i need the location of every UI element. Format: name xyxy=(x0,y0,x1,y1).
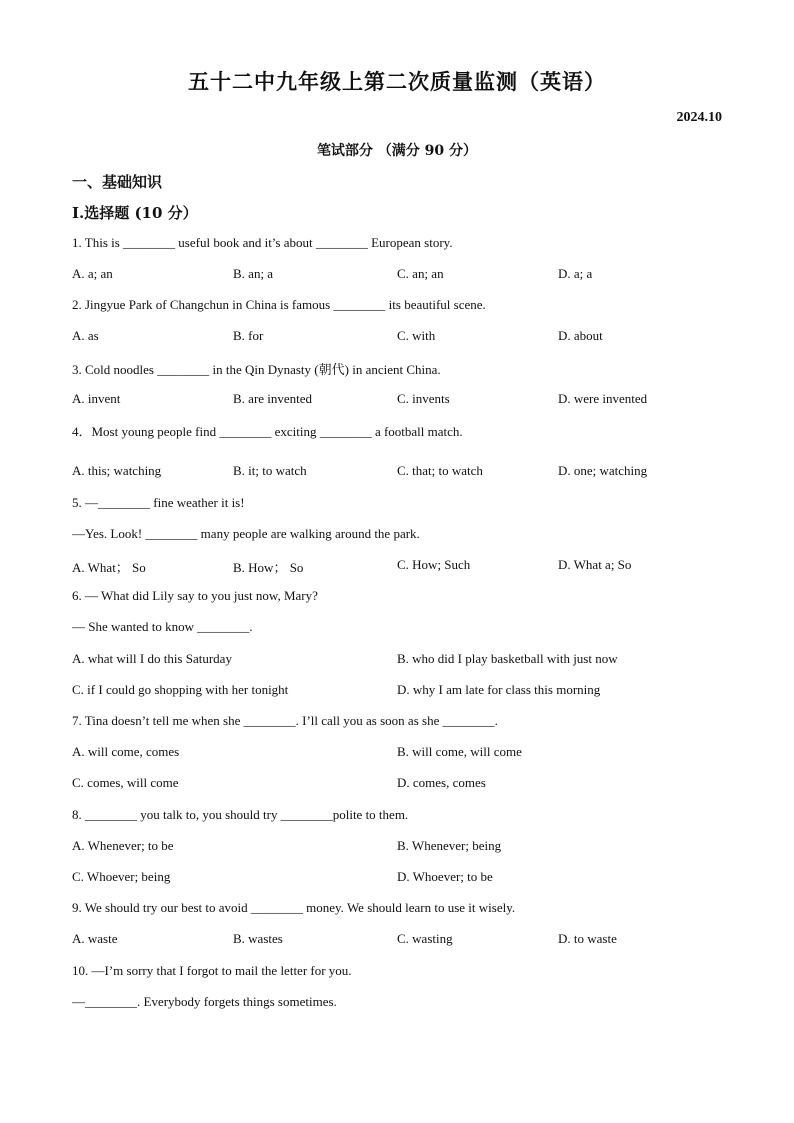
question-stem: 5. —________ fine weather it is! xyxy=(72,495,245,510)
option-b: B. wastes xyxy=(233,931,283,946)
option-d: D. a; a xyxy=(558,266,593,281)
subsection-heading: I.选择题 (10 分） xyxy=(72,204,198,222)
option-b: B. it; to watch xyxy=(233,463,307,478)
option-d: D. one; watching xyxy=(558,463,648,478)
section-heading: 一、基础知识 xyxy=(72,173,163,191)
option-b: B. who did I play basketball with just now xyxy=(397,651,618,666)
option-b: B. will come, will come xyxy=(397,744,522,759)
option-b: B. an; a xyxy=(233,266,274,281)
option-c: C. an; an xyxy=(397,266,444,281)
option-c: C. with xyxy=(397,328,436,343)
question-stem-reply: —Yes. Look! ________ many people are walking around the park. xyxy=(72,526,420,541)
question-stem: 1. This is ________ useful book and it’s about ________ European story. xyxy=(72,235,453,250)
option-d: D. Whoever; to be xyxy=(397,869,493,884)
option-b: B. for xyxy=(233,328,264,343)
option-a: A. Whenever; to be xyxy=(72,838,174,853)
question-stem: 3. Cold noodles ________ in the Qin Dynasty (朝代) in ancient China. xyxy=(72,362,441,377)
option-c: C. How; Such xyxy=(397,557,471,572)
question-stem: 10. —I’m sorry that I forgot to mail the letter for you. xyxy=(72,963,352,978)
question-stem-reply: —________. Everybody forgets things sometimes. xyxy=(72,994,337,1009)
question-stem-reply: — She wanted to know ________. xyxy=(72,619,253,634)
option-d: D. comes, comes xyxy=(397,775,486,790)
option-a: A. will come, comes xyxy=(72,744,180,759)
question-stem: 8. ________ you talk to, you should try ________polite to them. xyxy=(72,807,409,822)
option-b: B. Whenever; being xyxy=(397,838,502,853)
option-b: B. How； So xyxy=(233,560,304,575)
option-a: A. what will I do this Saturday xyxy=(72,651,232,666)
exam-date: 2024.10 xyxy=(676,110,722,125)
exam-title: 五十二中九年级上第二次质量监测（英语） xyxy=(188,69,606,94)
exam-subtitle: 笔试部分 （满分 90 分） xyxy=(316,143,478,159)
option-c: C. that; to watch xyxy=(397,463,483,478)
option-c: C. comes, will come xyxy=(72,775,179,790)
option-c: C. if I could go shopping with her tonight xyxy=(72,682,289,697)
option-a: A. as xyxy=(72,328,99,343)
option-a: A. invent xyxy=(72,391,121,406)
question-stem: 7. Tina doesn’t tell me when she ________. I’ll call you as soon as she ________. xyxy=(72,713,498,728)
option-c: C. wasting xyxy=(397,931,453,946)
option-a: A. What； So xyxy=(72,560,146,575)
question-stem: 2. Jingyue Park of Changchun in China is famous ________ its beautiful scene. xyxy=(72,297,486,312)
option-d: D. What a; So xyxy=(558,557,632,572)
option-b: B. are invented xyxy=(233,391,313,406)
option-a: A. this; watching xyxy=(72,463,162,478)
option-c: C. invents xyxy=(397,391,450,406)
option-d: D. why I am late for class this morning xyxy=(397,682,601,697)
option-c: C. Whoever; being xyxy=(72,869,171,884)
question-stem: 9. We should try our best to avoid ________ money. We should learn to use it wisely. xyxy=(72,900,516,915)
option-d: D. were invented xyxy=(558,391,648,406)
question-stem: 6. — What did Lily say to you just now, Mary? xyxy=(72,588,318,603)
option-a: A. a; an xyxy=(72,266,113,281)
option-a: A. waste xyxy=(72,931,118,946)
option-d: D. to waste xyxy=(558,931,617,946)
option-d: D. about xyxy=(558,328,603,343)
question-stem: 4．Most young people find ________ exciting ________ a football match. xyxy=(72,424,463,439)
